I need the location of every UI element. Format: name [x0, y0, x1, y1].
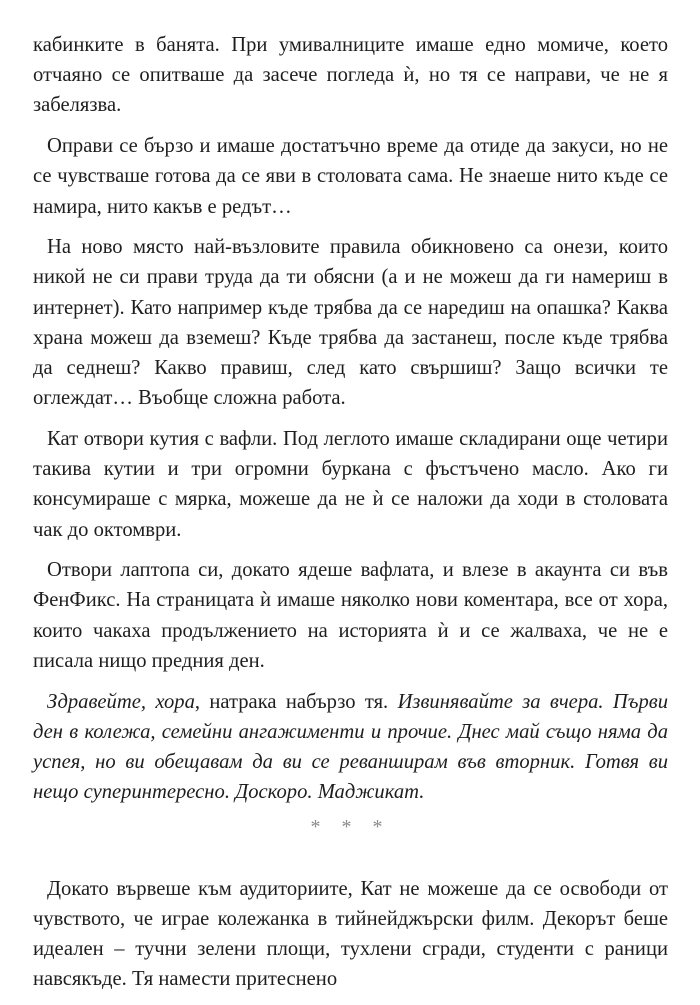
- message-body: Извинявайте за вчера. Първи ден в колежа, семейни ангажименти и прочие. Днес май също няма да успея, но ви обещавам да ви се реванширам във вторник. Готвя ви нещо суперинтересно. Доскоро. Маджикат.: [33, 690, 669, 804]
- paragraph: Докато вървеше към аудиториите, Кат не можеше да се освободи от чувството, че играе колежанка в тийнейджърски филм. Декорът беше идеален – тучни зелени площи, тухлени сгради, студенти с раници навсякъде. Тя намести притеснено: [33, 877, 668, 991]
- paragraph: Оправи се бързо и имаше достатъчно време да отиде да закуси, но не се чувстваше готова да се яви в столовата сама. Не знаеше нито къде се намира, нито какъв е редът…: [33, 135, 668, 218]
- paragraph: На ново място най-възловите правила обикновено са онези, които никой не си прави труда да ти обясни (а и не можеш да ги намериш в интернет). Като например къде трябва да се наредиш на опашка? Каква храна можеш да вземеш? Къде трябва да застанеш, после къде трябва да седнеш? Какво правиш, след като свършиш? Защо всички те оглеждат… Въобще сложна работа.: [33, 236, 668, 410]
- book-page: [33, 30, 668, 1005]
- message-greeting: Здравейте, хора: [47, 690, 195, 713]
- section-separator: * * *: [310, 815, 391, 838]
- paragraph-continuation: кабинките в банята. При умивалниците имаше едно момиче, което отчаяно се опитваше да засече погледа ѝ, но тя се направи, че не я забелязва.: [33, 34, 668, 117]
- message-narration: , натрака набързо тя.: [194, 690, 398, 713]
- paragraph-message: [33, 687, 668, 808]
- paragraph: Отвори лаптопа си, докато ядеше вафлата, и влезе в акаунта си във ФенФикс. На страницата ѝ имаше няколко нови коментара, все от хора, които чакаха продължението на историята ѝ и се жалваха, че не е писала нищо предния ден.: [33, 559, 668, 672]
- paragraph: Кат отвори кутия с вафли. Под леглото имаше складирани още четири такива кутии и три огромни буркана с фъстъчено масло. Ако ги консумираше с мярка, можеше да не ѝ се наложи да ходи в столовата чак до октомври.: [33, 427, 668, 541]
